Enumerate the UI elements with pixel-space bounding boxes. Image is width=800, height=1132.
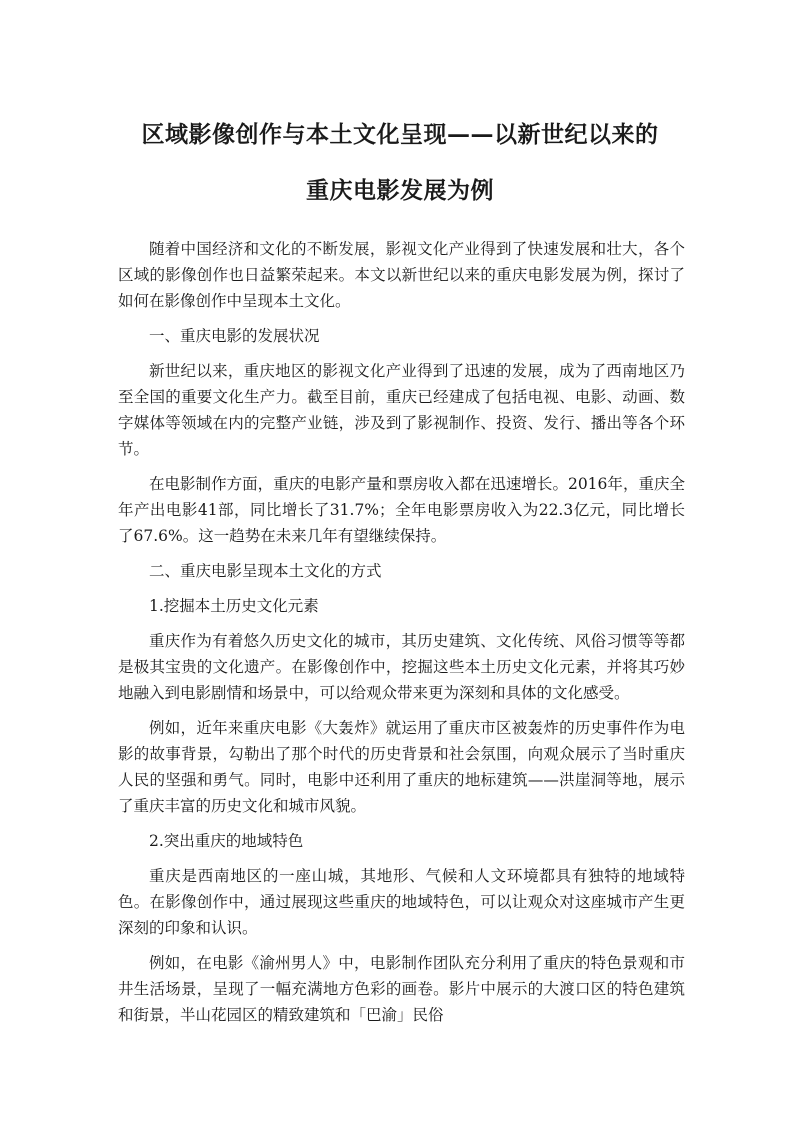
body-paragraph: 新世纪以来，重庆地区的影视文化产业得到了迅速的发展，成为了西南地区乃至全国的重要文化生产力。截至目前，重庆已经建成了包括电视、电影、动画、数字媒体等领域在内的完整产业链，涉及到了影视制作、投资、发行、播出等各个环节。 [118,362,685,458]
section-heading-2: 二、重庆电影呈现本土文化的方式 [149,562,382,580]
document-title-line-2: 重庆电影发展为例 [306,177,494,204]
document-body [118,236,685,1037]
subsection-heading-1: 1.挖掘本土历史文化元素 [149,597,319,615]
subsection-heading-2: 2.突出重庆的地域特色 [149,832,304,850]
intro-paragraph: 随着中国经济和文化的不断发展，影视文化产业得到了快速发展和壮大，各个区域的影像创作也日益繁荣起来。本文以新世纪以来的重庆电影发展为例，探讨了如何在影像创作中呈现本土文化。 [118,240,685,310]
body-paragraph: 例如，近年来重庆电影《大轰炸》就运用了重庆市区被轰炸的历史事件作为电影的故事背景，勾勒出了那个时代的历史背景和社会氛围，向观众展示了当时重庆人民的坚强和勇气。同时，电影中还利用了重庆的地标建筑——洪崖洞等地，展示了重庆丰富的历史文化和城市风貌。 [118,719,685,815]
body-paragraph: 例如，在电影《渝州男人》中，电影制作团队充分利用了重庆的特色景观和市井生活场景，呈现了一幅充满地方色彩的画卷。影片中展示的大渡口区的特色建筑和街景，半山花园区的精致建筑和「巴渝」民俗 [118,954,685,1024]
body-paragraph: 重庆作为有着悠久历史文化的城市，其历史建筑、文化传统、风俗习惯等等都是极其宝贵的文化遗产。在影像创作中，挖掘这些本土历史文化元素，并将其巧妙地融入到电影剧情和场景中，可以给观众带来更为深刻和具体的文化感受。 [118,632,685,702]
section-heading-1: 一、重庆电影的发展状况 [149,327,320,345]
body-paragraph: 在电影制作方面，重庆的电影产量和票房收入都在迅速增长。2016年，重庆全年产出电影41部，同比增长了31.7%；全年电影票房收入为22.3亿元，同比增长了67.6%。这一趋势在未来几年有望继续保持。 [118,475,685,545]
document-title-line-1: 区域影像创作与本土文化呈现——以新世纪以来的 [141,121,659,148]
body-paragraph: 重庆是西南地区的一座山城，其地形、气候和人文环境都具有独特的地域特色。在影像创作中，通过展现这些重庆的地域特色，可以让观众对这座城市产生更深刻的印象和认识。 [118,867,685,937]
